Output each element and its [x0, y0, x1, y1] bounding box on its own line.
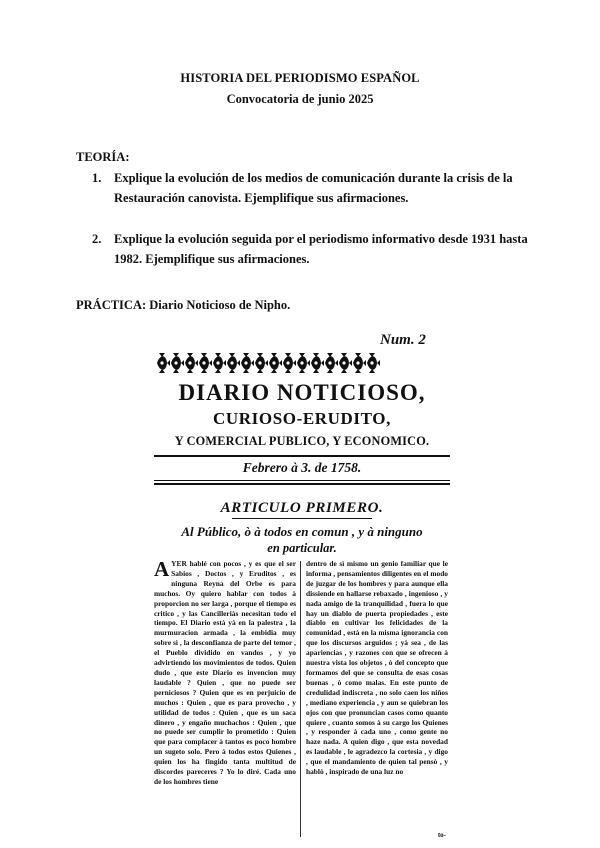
column-divider — [300, 561, 301, 837]
exam-title: HISTORIA DEL PERIODISMO ESPAÑOL — [180, 71, 420, 85]
article-lead-line-1: Al Público, ò à todos en comun , y à ninguno — [181, 524, 423, 539]
article-title: ARTICULO PRIMERO. — [220, 500, 384, 516]
issue-number: Num. 2 — [380, 332, 426, 348]
article-lead-line-2: en particular. — [267, 541, 337, 555]
masthead-line-1: DIARIO NOTICIOSO, — [178, 380, 426, 405]
exam-subtitle: Convocatoria de junio 2025 — [226, 92, 374, 106]
article-right-column — [306, 559, 448, 777]
dateline: Febrero à 3. de 1758. — [242, 460, 362, 475]
dateline-rule — [154, 480, 450, 481]
question-2-line-1: Explique la evolución seguida por el periodismo informativo desde 1931 hasta — [114, 232, 528, 246]
question-2-number: 2. — [92, 232, 102, 246]
question-1-line-1: Explique la evolución de los medios de comunicación durante la crisis de la — [114, 171, 513, 185]
left-column-text: YER hablé con pocos , y es que el ser Sabios , Doctos , y Eruditos , es ninguna Reyna del Orbe es para muchos. Oy quiero hablar con todos à proporcion no ser larga , porque el tiempo es critico , y las Cancilleriàs necesitan todo el tiempo. El Diario està yà en la palestra , la murmuracion armada , la embidia muy sobre sì , la desconfianza de parte del temor , el Pueblo dividido en vandos , y yo advirtiendo los movimientos de todos. Quien dudo , que este Diario es invencion muy laudable ? Quien , que no puede ser perniciosos ? Quien que es en perjuicio de muchos : Quien , que es para provecho , y utilidad de todos : Quien , que es un saca dinero , y engaño muchachos : Quien , que no puede ser cumplir lo prometido : Quien que para complacer à tantos es poco hombre un sugeto solo. Pero à todos estos Quienes , quien los ha fingido tanta multitud de discordes pareceres ? Yo lo diré. Cada uno de los hombres tiene — [154, 559, 296, 786]
article-left-column — [154, 559, 296, 787]
masthead-line-3: Y COMERCIAL PUBLICO, Y ECONOMICO. — [174, 434, 430, 448]
teoria-heading: TEORÍA: — [76, 150, 130, 164]
question-1-line-2: Restauración canovista. Ejemplifique sus afirmaciones. — [114, 191, 409, 205]
question-1-number: 1. — [92, 171, 102, 185]
ornament-border-icon — [157, 350, 447, 376]
dateline-rule-double — [154, 483, 450, 485]
masthead-rule — [154, 455, 450, 457]
practica-heading: PRÁCTICA: Diario Noticioso de Nipho. — [76, 298, 291, 312]
catchword: to- — [437, 831, 446, 838]
question-2-line-2: 1982. Ejemplifique sus afirmaciones. — [114, 252, 310, 266]
masthead-line-2: CURIOSO-ERUDITO, — [213, 409, 391, 428]
article-columns — [154, 559, 450, 838]
article-title-rule — [232, 518, 372, 519]
drop-cap: A — [154, 557, 170, 581]
right-column-text: dentro de sì mismo un genio familiar que le informa , pensamientos diligentes en el modo de juzgar de los hombres y para aunque ella dissiende en hallarse rebaxado , ingenioso , y nada amigo de la tranquilidad , fuera lo que hay un diablo de puerta propiedades , este diablo en cultivar los felicidades de la comunidad , està en la misma ignorancia con que los discursos arguidos ; yà sea , de las apariencias , y razones con que se ofrecen à nuestra vista los objetos , ò del concepto que formamos del que se consulta de esas cosas buenas , ò como malas. En este punto de credulidad indiscreta , no solo caen los niños , mediano experiencia , y aun se quiebran los ojos con que pronuncian casos como quanto quiere , cuanto somos à su cargo los Quienes , y responder à cada uno , como gente no haze nada. A quien digo , que esta novedad es laudable , le agradezco la cortesia , y digo , que el mandamiento de quien tal pensò , y hablò , inspirado de una luz no — [306, 559, 448, 777]
newspaper-facsimile — [152, 328, 452, 838]
